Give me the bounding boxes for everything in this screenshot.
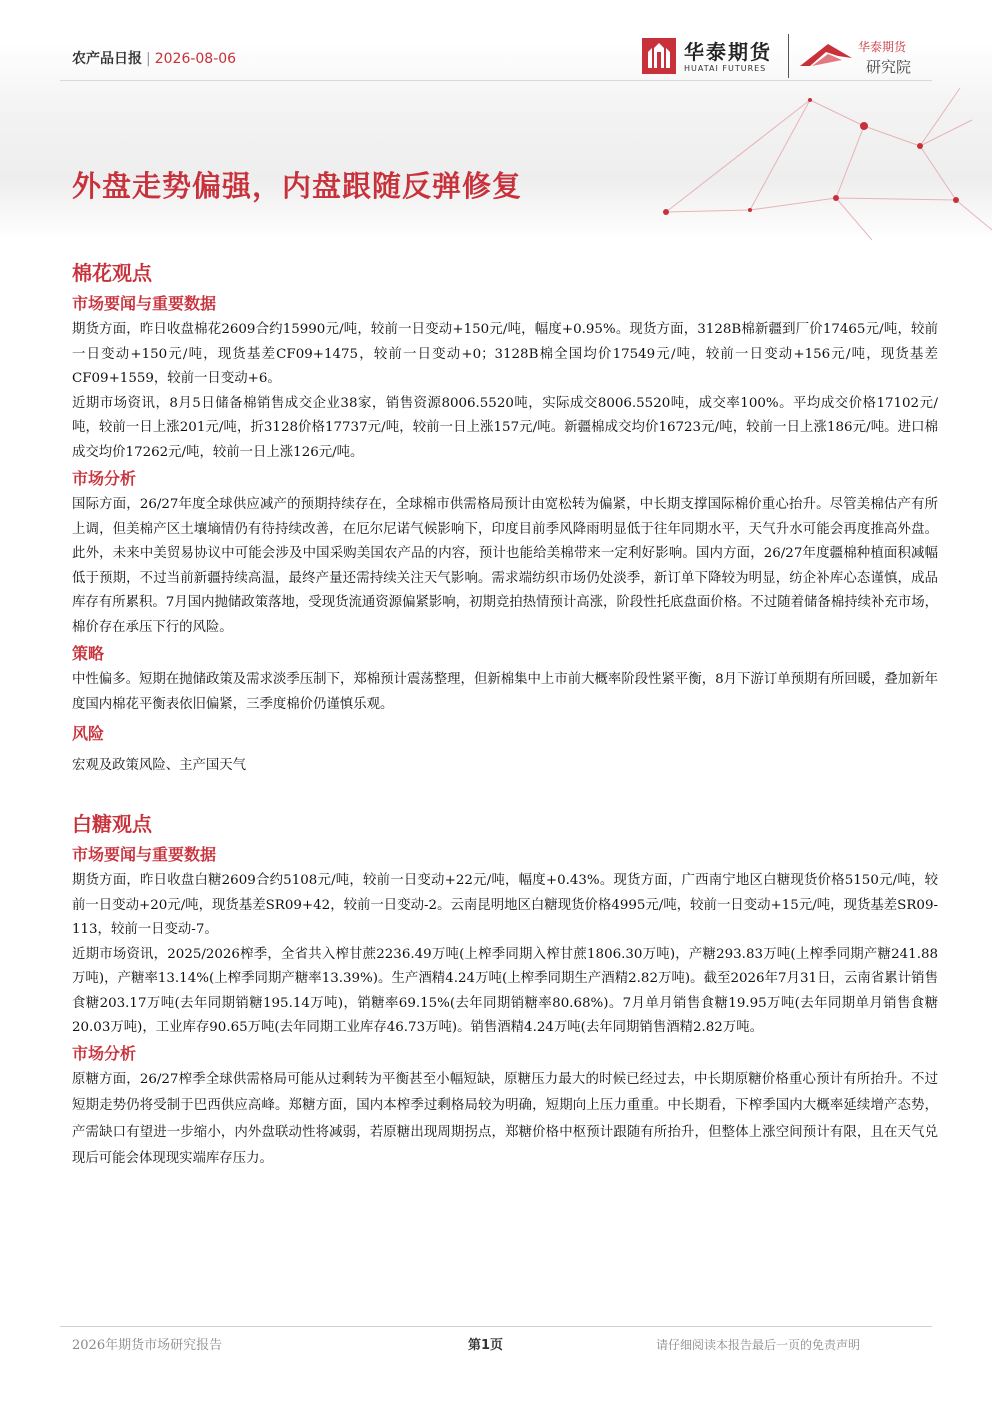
cotton-strategy-paragraph: 中性偏多。短期在抛储政策及需求淡季压制下，郑棉预计震荡整理，但新棉集中上市前大概率阶段性紧平衡，8月下游订单预期有所回暖，叠加新年度国内棉花平衡表依旧偏紧，三季度棉价仍谨慎乐观。 [72,672,938,712]
cotton-news-paragraph-1: 期货方面，昨日收盘棉花2609合约15990元/吨，较前一日变动+150元/吨，幅度+0.95%。现货方面，3128B棉新疆到厂价17465元/吨，较前一日变动+150元/吨，现货基差CF09+1475，较前一日变动+0；3128B棉全国均价17549元/吨，较前一日变动+156元/吨，现货基差CF09+1559，较前一日变动+6。 [72,322,938,386]
cotton-heading: 棉花观点 [72,261,152,285]
institute-name-line1: 华泰期货 [858,40,907,54]
page-title: 外盘走势偏强，内盘跟随反弹修复 [72,169,523,203]
institute-logo-icon [798,40,854,70]
company-name: 华泰期货 [684,40,772,64]
sugar-analysis-heading: 市场分析 [72,1043,137,1063]
report-body [72,256,938,1173]
sugar-heading: 白糖观点 [72,812,152,836]
company-name-en: HUATAI FUTURES [684,64,767,73]
cotton-risk-heading: 风险 [72,724,105,743]
report-separator: | [146,51,151,67]
page-number: 第1页 [468,1338,504,1353]
cotton-analysis-heading: 市场分析 [72,469,137,488]
company-logo [640,34,940,84]
network-decoration-graphic [600,80,992,240]
cotton-risk-paragraph: 宏观及政策风险、主产国天气 [72,758,247,773]
sugar-news-paragraph-2: 近期市场资讯，2025/2026榨季，全省共入榨甘蔗2236.49万吨(上榨季同期入榨甘蔗1806.30万吨)，产糖293.83万吨(上榨季同期产糖241.88万吨)，产糖率13.14%(上榨季同期产糖率13.39%)。生产酒精4.24万吨(上榨季同期生产酒精2.82万吨)。截至2026年7月31日，云南省累计销售食糖203.17万吨(去年同期销糖195.14万吨)，销糖率69.15%(去年同期销糖率80.68%)。7月单月销售食糖19.95万吨(去年同期单月销售食糖20.03万吨)，工业库存90.65万吨(去年同期工业库存46.73万吨)。销售酒精4.24万吨(去年同期销售酒精2.82万吨。 [72,946,938,1035]
cotton-analysis-paragraph: 国际方面，26/27年度全球供应减产的预期持续存在，全球棉市供需格局预计由宽松转为偏紧，中长期支撑国际棉价重心抬升。尽管美棉估产有所上调，但美棉产区土壤墒情仍有待持续改善，在厄尔尼诺气候影响下，印度目前季风降雨明显低于往年同期水平，天气升水可能会再度推高外盘。此外，未来中美贸易协议中可能会涉及中国采购美国农产品的内容，预计也能给美棉带来一定利好影响。国内方面，26/27年度疆棉种植面积减幅低于预期，不过当前新疆持续高温，最终产量还需持续关注天气影响。需求端纺织市场仍处淡季，新订单下降较为明显，纺企补库心态谨慎，成品库存有所累积。7月国内抛储政策落地，受现货流通资源偏紧影响，初期竞拍热情预计高涨，阶段性托底盘面价格。不过随着储备棉持续补充市场，棉价存在承压下行的风险。 [72,497,938,635]
sugar-news-paragraph-1: 期货方面，昨日收盘白糖2609合约5108元/吨，较前一日变动+22元/吨，幅度+0.43%。现货方面，广西南宁地区白糖现货价格5150元/吨，较前一日变动+20元/吨，现货基差SR09+42，较前一日变动-2。云南昆明地区白糖现货价格4995元/吨，较前一日变动+15元/吨，现货基差SR09-113，较前一日变动-7。 [72,873,938,937]
footer-report-name: 2026年期货市场研究报告 [72,1338,223,1353]
footer-disclaimer-note: 请仔细阅读本报告最后一页的免责声明 [656,1338,861,1352]
report-date: 2026-08-06 [154,51,237,67]
footer-rule [60,1326,932,1327]
report-type: 农产品日报 [72,51,142,67]
huatai-logo-icon [642,38,676,74]
sugar-analysis-paragraph: 原糖方面，26/27榨季全球供需格局可能从过剩转为平衡甚至小幅短缺，原糖压力最大的时候已经过去，中长期原糖价格重心预计有所抬升。不过短期走势仍将受制于巴西供应高峰。郑糖方面，国内本榨季过剩格局较为明确，短期向上压力重重。中长期看，下榨季国内大概率延续增产态势，产需缺口有望进一步缩小，内外盘联动性将减弱，若原糖出现周期拐点，郑糖价格中枢预计跟随有所抬升，但整体上涨空间预计有限，且在天气兑现后可能会体现现实端库存压力。 [72,1071,938,1166]
institute-name-line2: 研究院 [866,58,912,76]
cotton-news-paragraph-2: 近期市场资讯，8月5日储备棉销售成交企业38家，销售资源8006.5520吨，实际成交8006.5520吨，成交率100%。平均成交价格17102元/吨，较前一日上涨201元/吨，折3128价格17737元/吨，较前一日上涨157元/吨。新疆棉成交均价16723元/吨，较前一日上涨186元/吨。进口棉成交均价17262元/吨，较前一日上涨126元/吨。 [72,395,938,460]
logo-divider [788,34,789,78]
report-tag [72,48,236,68]
cotton-section [72,256,938,781]
sugar-news-heading: 市场要闻与重要数据 [72,845,217,864]
sugar-section [72,807,938,1173]
cotton-strategy-heading: 策略 [72,644,105,663]
page-header [0,0,992,240]
cotton-news-heading: 市场要闻与重要数据 [72,294,217,313]
